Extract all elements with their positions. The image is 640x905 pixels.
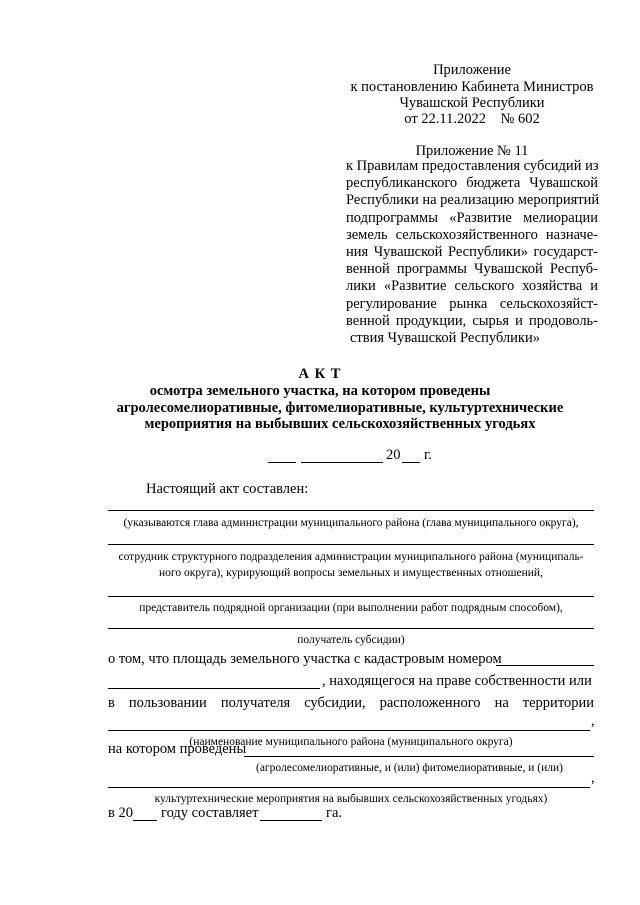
territory-field[interactable]: [108, 730, 590, 731]
ownership-text: , находящегося на праве собственности или: [322, 673, 592, 689]
activities-continued-field[interactable]: [108, 787, 590, 788]
usage-word: в: [108, 695, 115, 711]
note-head-of-administration: (указываются глава администрации муниципального района (глава муниципального округа),: [123, 517, 579, 529]
year-prefix: 20: [386, 447, 401, 463]
appendix-resolution: к постановлению Кабинета Министров: [350, 79, 594, 95]
appendix-11-line: ния Чувашской Республики» государст-: [346, 244, 598, 261]
act-title: А К Т: [298, 366, 342, 382]
appendix-label: Приложение: [433, 62, 511, 78]
area-unit: га.: [326, 805, 343, 821]
appendix-date-number: от 22.11.2022 № 602: [404, 111, 540, 127]
appendix-11-line: Республики на реализацию мероприятий: [346, 192, 600, 209]
note-municipality: (наименование муниципального района (муниципального округа): [189, 736, 513, 748]
appendix-11-line: регулирование рынка сельскохозяйст-: [346, 295, 598, 312]
usage-word: на: [494, 695, 509, 711]
note-subsidy-recipient: получатель субсидии): [297, 634, 405, 646]
head-of-administration-field[interactable]: [108, 510, 594, 511]
activities-field[interactable]: [244, 756, 594, 757]
carried-out-label: на котором проведены: [108, 741, 247, 757]
act-subtitle-line-1: осмотра земельного участка, на котором проведены: [149, 383, 491, 399]
act-subtitle-line-2: агролесомелиоративные, фитомелиоративные, культуртехнические: [116, 400, 564, 416]
cadastral-text: о том, что площадь земельного участка с кадастровым номером: [108, 651, 502, 667]
appendix-11-line: венной программы Чувашской Респуб-: [346, 261, 598, 278]
month-blank[interactable]: [301, 462, 383, 463]
year-blank[interactable]: [402, 462, 420, 463]
compiled-by-label: Настоящий акт составлен:: [146, 481, 309, 497]
employee-field[interactable]: [108, 544, 594, 545]
territory-comma: ,: [591, 713, 595, 729]
usage-line: [108, 694, 594, 713]
note-employee-line-2: ного округа), курирующий вопросы земельных и имущественных отношений,: [159, 567, 543, 579]
usage-word: пользовании: [128, 695, 207, 711]
appendix-11-line: республиканского бюджета Чувашской: [346, 175, 598, 192]
act-subtitle-line-3: мероприятия на выбывших сельскохозяйственных угодьях: [144, 416, 536, 432]
note-cultural-technical: культуртехнические мероприятия на выбывших сельскохозяйственных угодьях): [154, 793, 548, 805]
day-blank[interactable]: [268, 462, 296, 463]
appendix-11-line: венной продукции, сырья и продоволь-: [346, 312, 598, 329]
usage-word: расположенного: [379, 695, 481, 711]
note-activities: (агролесомелиоративные, и (или) фитомелиоративные, и (или): [256, 762, 563, 774]
contractor-field[interactable]: [108, 596, 594, 597]
appendix-republic: Чувашской Республики: [399, 95, 545, 111]
ownership-blank-field[interactable]: [108, 688, 320, 689]
appendix-11-text: [346, 158, 598, 347]
area-year-field[interactable]: [133, 820, 157, 821]
area-year-suffix: году составляет: [161, 805, 259, 821]
appendix-11-line: лики «Развитие сельского хозяйства и: [346, 278, 598, 295]
usage-word: получателя: [220, 695, 291, 711]
appendix-11-line: земель сельскохозяйственного назначе-: [346, 226, 598, 243]
note-employee-line-1: сотрудник структурного подразделения администрации муниципального района (муниципаль-: [118, 551, 584, 563]
activities-comma: ,: [591, 770, 595, 786]
appendix-11-title: Приложение № 11: [415, 143, 529, 159]
usage-word: субсидии,: [304, 695, 366, 711]
usage-word: территории: [522, 695, 594, 711]
appendix-11-line: подпрограммы «Развитие мелиорации: [346, 209, 598, 226]
appendix-11-line: к Правилам предоставления субсидий из: [346, 158, 599, 174]
appendix-11-last-line: ствия Чувашской Республики»: [350, 330, 540, 347]
year-suffix: г.: [424, 447, 432, 463]
area-value-field[interactable]: [260, 820, 322, 821]
cadastral-number-field[interactable]: [496, 665, 594, 666]
area-year-prefix: в 20: [108, 805, 133, 821]
note-contractor: представитель подрядной организации (при выполнении работ подрядным способом),: [139, 602, 563, 614]
subsidy-recipient-field[interactable]: [108, 628, 594, 629]
